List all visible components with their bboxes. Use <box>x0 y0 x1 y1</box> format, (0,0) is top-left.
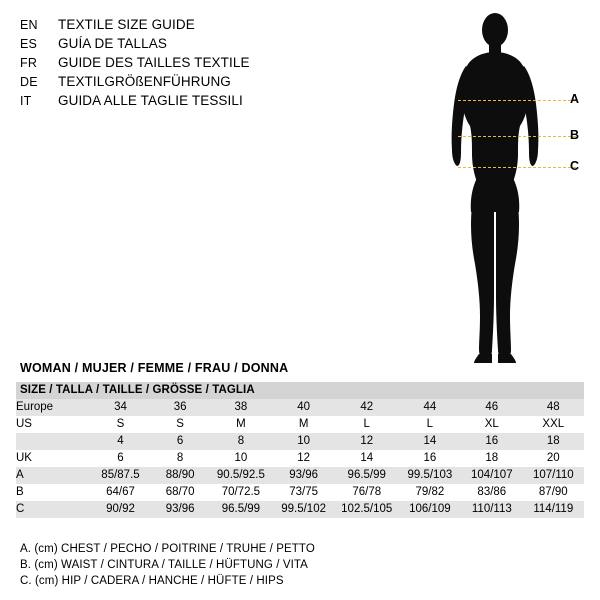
cell: 4 <box>90 433 151 450</box>
cell: 10 <box>209 450 272 467</box>
cell: 20 <box>523 450 584 467</box>
cell: 10 <box>272 433 334 450</box>
measure-label-b: B <box>570 128 580 142</box>
cell: 68/70 <box>151 484 209 501</box>
language-code-de: DE <box>20 75 38 89</box>
cell: 93/96 <box>151 501 209 518</box>
cell: 8 <box>209 433 272 450</box>
language-row <box>20 73 350 91</box>
language-text-en: TEXTILE SIZE GUIDE <box>58 17 195 32</box>
row-label-uk: UK <box>16 450 90 467</box>
cell: 106/109 <box>399 501 461 518</box>
cell: M <box>209 416 272 433</box>
cell: 42 <box>335 399 399 416</box>
table-row <box>16 484 584 501</box>
cell: 18 <box>523 433 584 450</box>
cell: 76/78 <box>335 484 399 501</box>
language-row <box>20 35 350 53</box>
language-row <box>20 16 350 34</box>
cell: S <box>90 416 151 433</box>
language-text-es: GUÍA DE TALLAS <box>58 36 167 51</box>
cell: 83/86 <box>461 484 523 501</box>
cell: 34 <box>90 399 151 416</box>
female-body-figure <box>400 8 590 368</box>
cell: 90.5/92.5 <box>209 467 272 484</box>
cell: 99.5/102 <box>272 501 334 518</box>
cell: 70/72.5 <box>209 484 272 501</box>
cell: 14 <box>335 450 399 467</box>
cell: L <box>335 416 399 433</box>
cell: 18 <box>461 450 523 467</box>
table-row <box>16 501 584 518</box>
cell: 16 <box>461 433 523 450</box>
measure-line-b <box>458 136 576 137</box>
row-label-us-numeric <box>16 433 90 450</box>
legend-line-c: C. (cm) HIP / CADERA / HANCHE / HÜFTE / HIPS <box>20 575 284 587</box>
language-code-en: EN <box>20 18 38 32</box>
language-row <box>20 92 350 110</box>
cell: 36 <box>151 399 209 416</box>
cell: 8 <box>151 450 209 467</box>
cell: 64/67 <box>90 484 151 501</box>
cell: 96.5/99 <box>335 467 399 484</box>
measure-line-a <box>458 100 576 101</box>
cell: 87/90 <box>523 484 584 501</box>
cell: 114/119 <box>523 501 584 518</box>
table-row <box>16 433 584 450</box>
language-text-de: TEXTILGRÖßENFÜHRUNG <box>58 74 231 89</box>
language-code-es: ES <box>20 37 38 51</box>
cell: 12 <box>272 450 334 467</box>
cell: 44 <box>399 399 461 416</box>
cell: 14 <box>399 433 461 450</box>
table-row <box>16 450 584 467</box>
cell: 90/92 <box>90 501 151 518</box>
cell: 73/75 <box>272 484 334 501</box>
legend-line-a: A. (cm) CHEST / PECHO / POITRINE / TRUHE / PETTO <box>20 543 315 555</box>
measure-label-a: A <box>570 92 580 106</box>
language-text-fr: GUIDE DES TAILLES TEXTILE <box>58 55 250 70</box>
cell: 40 <box>272 399 334 416</box>
cell: 104/107 <box>461 467 523 484</box>
cell: 6 <box>151 433 209 450</box>
cell: 46 <box>461 399 523 416</box>
row-label-europe: Europe <box>16 399 90 416</box>
row-label-a: A <box>16 467 90 484</box>
language-row <box>20 54 350 72</box>
section-title: WOMAN / MUJER / FEMME / FRAU / DONNA <box>20 361 289 375</box>
language-code-fr: FR <box>20 56 38 70</box>
cell: 85/87.5 <box>90 467 151 484</box>
language-code-it: IT <box>20 94 32 108</box>
cell: 93/96 <box>272 467 334 484</box>
cell: 38 <box>209 399 272 416</box>
measurement-legend <box>20 541 315 589</box>
cell: 96.5/99 <box>209 501 272 518</box>
row-label-b: B <box>16 484 90 501</box>
cell: 12 <box>335 433 399 450</box>
cell: S <box>151 416 209 433</box>
cell: 107/110 <box>523 467 584 484</box>
cell: L <box>399 416 461 433</box>
row-label-c: C <box>16 501 90 518</box>
measure-line-c <box>458 167 576 168</box>
table-row <box>16 416 584 433</box>
body-silhouette-icon <box>400 8 590 368</box>
cell: M <box>272 416 334 433</box>
cell: 99.5/103 <box>399 467 461 484</box>
table-row <box>16 467 584 484</box>
cell: 6 <box>90 450 151 467</box>
table-header-label: SIZE / TALLA / TAILLE / GRÖSSE / TAGLIA <box>16 382 584 399</box>
measure-label-c: C <box>570 159 580 173</box>
legend-line-b: B. (cm) WAIST / CINTURA / TAILLE / HÜFTUNG / VITA <box>20 559 308 571</box>
cell: 79/82 <box>399 484 461 501</box>
cell: 88/90 <box>151 467 209 484</box>
table-header-row <box>16 382 584 399</box>
language-header-block <box>20 16 350 111</box>
cell: 102.5/105 <box>335 501 399 518</box>
cell: 16 <box>399 450 461 467</box>
size-table <box>16 382 584 518</box>
cell: XXL <box>523 416 584 433</box>
cell: 48 <box>523 399 584 416</box>
cell: 110/113 <box>461 501 523 518</box>
cell: XL <box>461 416 523 433</box>
language-text-it: GUIDA ALLE TAGLIE TESSILI <box>58 93 243 108</box>
row-label-us: US <box>16 416 90 433</box>
table-row <box>16 399 584 416</box>
